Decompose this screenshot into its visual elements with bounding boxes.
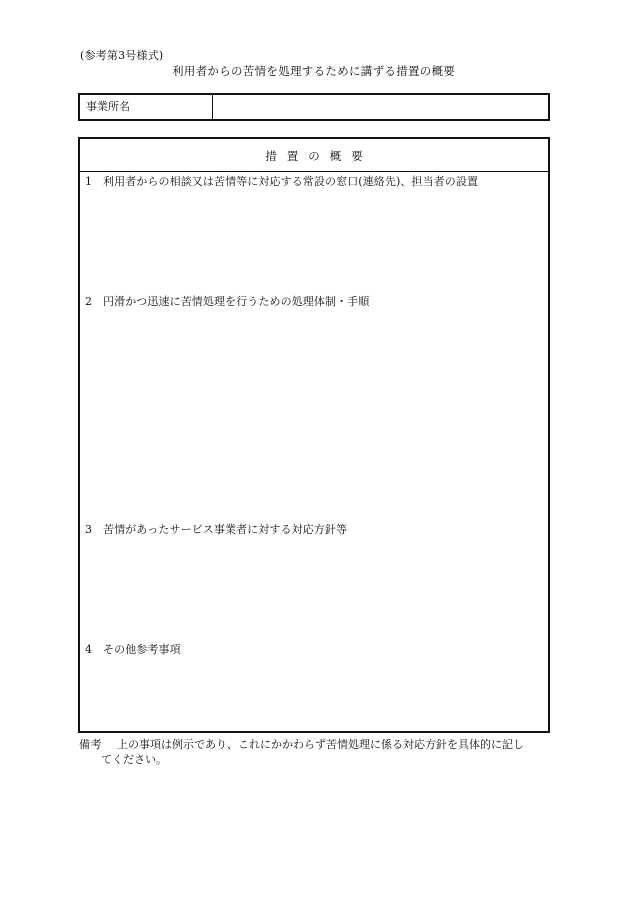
section-3[interactable] [85,521,544,537]
document-title: 利用者からの苦情を処理するために講ずる措置の概要 [172,64,456,78]
remarks-text-line2: てください。 [101,753,167,766]
office-name-row [78,93,550,121]
section-label: 利用者からの相談又は苦情等に対応する常設の窓口(連絡先)、担当者の設置 [103,175,479,188]
section-number: 3 [85,523,93,536]
section-4[interactable] [85,641,544,657]
section-label: 円滑かつ迅速に苦情処理を行うための処理体制・手順 [103,295,370,308]
section-label: その他参考事項 [103,643,181,656]
section-label: 苦情があったサービス事業者に対する対応方針等 [103,523,348,536]
office-name-field[interactable] [213,95,548,119]
section-2[interactable] [85,293,544,309]
section-number: 4 [85,643,93,656]
section-number: 1 [85,175,93,188]
remarks [79,737,554,767]
measures-heading: 措置の概要 [80,139,548,172]
section-number: 2 [85,295,93,308]
remarks-text-line1: 上の事項は例示であり、これにかかわらず苦情処理に係る対応方針を具体的に記し [117,738,524,751]
section-1[interactable] [85,173,544,189]
form-number: (参考第3号様式) [80,49,164,62]
measures-table [78,137,550,733]
remarks-label: 備考 [79,738,102,751]
office-name-label: 事業所名 [80,95,213,119]
